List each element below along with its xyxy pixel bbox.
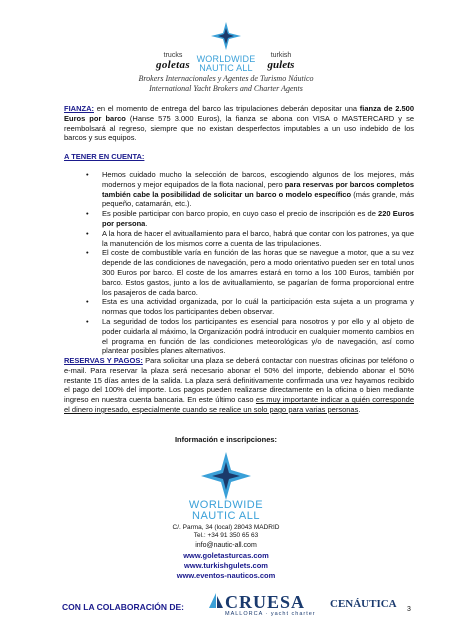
- contact-address: C/. Parma, 34 (local) 28043 MADRID: [172, 524, 280, 531]
- list-item: • A la hora de hacer el avituallamiento para el barco, habrá que contar con los patrones, ya que la manutención de los mismos corre a cuenta de las tripulaciones.: [86, 229, 414, 249]
- reservas-text-1: Para solicitar una plaza se deberá contactar con nuestras oficinas por teléfono o e-mail. Para reservar la plaza será necesario abonar el 50% del importe, debiendo abonar el 50% restante 15 días antes de la salida. La plaza será definitivamente confirmada una vez hayamos recibido el pago del 100% del importe. Los pagos pueden realizarse directamente en la oficina o bien mediante ingreso en nuestra cuenta bancaria. En este último caso: [64, 356, 414, 405]
- compass-star-icon: [201, 452, 251, 500]
- reservas-paragraph: [64, 356, 414, 415]
- fianza-label: FIANZA:: [64, 104, 94, 113]
- fianza-text-1: en el momento de entrega del barco las tripulaciones deberán depositar una: [94, 104, 360, 113]
- fianza-paragraph: [64, 104, 414, 143]
- worldwide-logo-line2: NAUTIC ALL: [199, 63, 253, 73]
- letterhead: [0, 14, 452, 94]
- goletas-logo-hat: trucks: [163, 52, 183, 59]
- contact-web-gulets[interactable]: www.turkishgulets.com: [184, 561, 268, 570]
- cruesa-logo: [225, 593, 316, 617]
- contact-logo-line2: NAUTIC ALL: [192, 510, 260, 522]
- cruesa-logo-text: CRUESA: [225, 592, 306, 612]
- reservas-text-2: .: [358, 404, 361, 414]
- collaboration-label: CON LA COLABORACIÓN DE:: [62, 602, 184, 612]
- contact-logo: [190, 452, 262, 505]
- gulets-logo: [254, 52, 308, 71]
- fianza-amount: fianza de 2.500 Euros por barco: [64, 104, 414, 123]
- contact-web-goletas[interactable]: www.goletasturcas.com: [183, 551, 269, 560]
- letterhead-subtitle-es: Brokers Internacionales y Agentes de Turismo Náutico: [138, 74, 314, 83]
- page-number: 3: [407, 606, 411, 613]
- contact-web-eventos[interactable]: www.eventos-nauticos.com: [176, 571, 276, 580]
- list-item: • Es posible participar con barco propio, en cuyo caso el precio de inscripción es de 220 Euros por persona.: [86, 209, 414, 229]
- contact-email[interactable]: info@nautic-all.com: [195, 542, 257, 549]
- cenautica-logo: CENÁUTICA: [330, 598, 397, 610]
- contact-logo-line1: WORLDWIDE: [188, 499, 264, 511]
- worldwide-nautic-all-logo: [196, 22, 256, 73]
- worldwide-logo-line1: WORLDWIDE: [196, 54, 256, 64]
- gulets-logo-text: gulets: [267, 59, 295, 71]
- reservas-label: RESERVAS Y PAGOS:: [64, 356, 143, 365]
- cruesa-logo-sub: MALLORCA · yacht charter: [225, 611, 316, 617]
- tener-list: [86, 170, 414, 356]
- contact-phone: Tel.: +34 91 350 65 63: [193, 532, 259, 539]
- list-item: • El coste de combustible varía en función de las horas que se navegue a motor, que a su vez depende de las condiciones de navegación, pero a modo orientativo pueden ser en total unos 300 Euros por barco. El coste de los amarres estará en torno a los 100 Euros, también por barco. Estos gastos, junto a los de avituallamiento, se pagarían de forma proporcional entre los pasajeros de cada barco.: [86, 248, 414, 297]
- tener-heading: [64, 152, 414, 162]
- compass-star-icon: [211, 22, 241, 50]
- list-item: • Hemos cuidado mucho la selección de barcos, escogiendo algunos de los mejores, más modernos y mejor equipados de la flota nacional, pero para reservas por barcos completos también cabe la posibilidad de solicitar un barco o modelo específico (más grande, más pequeño, catamarán, etc.).: [86, 170, 414, 209]
- list-item: • Esta es una actividad organizada, por lo cuál la participación esta sujeta a un programa y normas que todos los participantes deben observar.: [86, 297, 414, 317]
- tener-heading-text: A TENER EN CUENTA:: [64, 152, 145, 161]
- reservas-important: es muy importante indicar a quién corresponde el dinero ingresado, especialmente cuando se realice un solo pago para varias personas: [64, 395, 414, 414]
- contact-heading: Información e inscripciones:: [174, 435, 278, 444]
- gulets-logo-hat: turkish: [270, 52, 292, 59]
- list-item: • La seguridad de todos los participantes es esencial para nosotros y por ello y al objeto de poder cuidarla al máximo, la Organización podrá introducir en cualquier momento cambios en el programa en función de las condiciones meteorológicas y/o de navegación, así como plantear posibles planes alternativos.: [86, 317, 414, 356]
- letterhead-subtitle-en: International Yacht Brokers and Charter Agents: [149, 84, 303, 93]
- goletas-logo: [146, 52, 200, 71]
- fianza-text-2: (Hanse 575 3.000 Euros), la fianza se abona con VISA o MASTERCARD y se reembolsará al regreso, siempre que no existan desperfectos imputables a un uso indebido de los barcos y sus equipos.: [64, 113, 414, 143]
- sailboat-icon: [209, 593, 223, 611]
- goletas-logo-text: goletas: [156, 59, 190, 71]
